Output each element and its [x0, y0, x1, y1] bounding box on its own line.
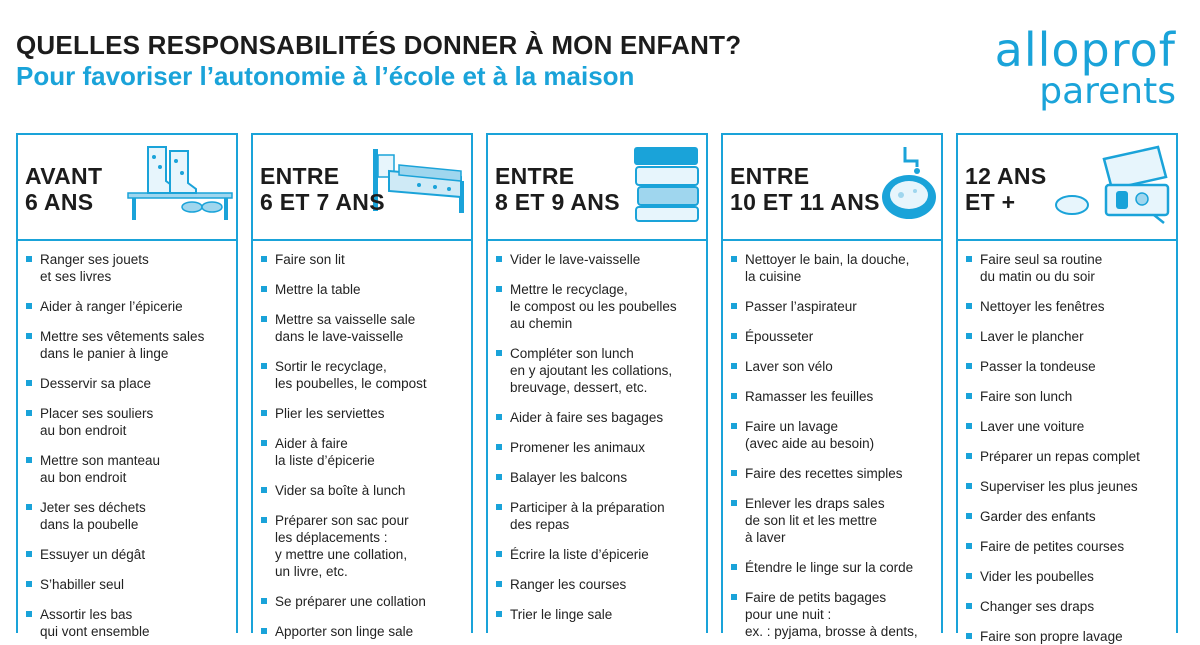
list-item-text: Compléter son lunch en y ajoutant les collations, breuvage, dessert, etc. — [510, 346, 673, 395]
list-item-text: Préparer son sac pour les déplacements : y mettre une collation, un livre, etc. — [275, 513, 409, 579]
list-item-text: Apporter son linge sale — [275, 624, 414, 639]
column-header — [18, 135, 236, 241]
bullet-square-icon — [261, 598, 267, 604]
bullet-square-icon — [261, 487, 267, 493]
list-item-text: Placer ses souliers au bon endroit — [40, 406, 154, 438]
logo-sub: parents — [1039, 71, 1176, 112]
column-8-9 — [486, 133, 708, 633]
list-item-text: Faire son propre lavage — [980, 629, 1123, 644]
bullet-square-icon — [26, 410, 32, 416]
list-item — [966, 628, 1172, 645]
bullet-square-icon — [731, 594, 737, 600]
list-item-text: Mettre la table — [275, 282, 361, 297]
bullet-square-icon — [496, 256, 502, 262]
list-item-text: Étendre le linge sur la corde — [745, 560, 914, 575]
list-item — [496, 499, 702, 533]
bullet-square-icon — [731, 303, 737, 309]
bullet-square-icon — [731, 470, 737, 476]
column-heading-line1: AVANT — [25, 163, 103, 189]
bullet-square-icon — [966, 513, 972, 519]
column-heading-line2: 6 ANS — [25, 189, 94, 215]
list-item — [496, 546, 702, 563]
column-header — [723, 135, 941, 241]
list-item-text: Écrire la liste d’épicerie — [510, 547, 649, 562]
list-item-text: Balayer les balcons — [510, 470, 628, 485]
list-item-text: Faire de petits bagages pour une nuit : ex. : pyjama, brosse à dents, — [745, 590, 918, 639]
list-item-text: Ranger ses jouets et ses livres — [40, 252, 149, 284]
column-heading-line1: ENTRE — [730, 163, 810, 189]
bullet-square-icon — [261, 256, 267, 262]
bullet-square-icon — [966, 256, 972, 262]
list-item-text: Ramasser les feuilles — [745, 389, 874, 404]
bullet-square-icon — [966, 543, 972, 549]
list-item-text: Faire son lunch — [980, 389, 1073, 404]
list-item-text: Sortir le recyclage, les poubelles, le compost — [275, 359, 427, 391]
alloprof-logo — [994, 23, 1176, 112]
list-item-text: Mettre le recyclage, le compost ou les poubelles au chemin — [510, 282, 677, 331]
bullet-square-icon — [966, 633, 972, 639]
column-heading-line1: 12 ANS — [965, 163, 1047, 189]
column-heading-line2: ET + — [965, 189, 1016, 215]
list-item — [731, 465, 937, 482]
bullet-square-icon — [966, 363, 972, 369]
bullet-square-icon — [26, 457, 32, 463]
bullet-square-icon — [26, 551, 32, 557]
list-item — [261, 311, 467, 345]
bullet-square-icon — [261, 363, 267, 369]
columns-container — [16, 133, 1186, 644]
list-item-text: Aider à ranger l’épicerie — [40, 299, 183, 314]
bullet-square-icon — [261, 410, 267, 416]
logo-brand: alloprof — [994, 23, 1176, 77]
list-item — [26, 251, 232, 285]
bullet-square-icon — [261, 286, 267, 292]
list-item — [496, 576, 702, 593]
list-item — [261, 281, 467, 298]
task-list — [723, 241, 941, 640]
page-subtitle: Pour favoriser l’autonomie à l’école et à la maison — [16, 61, 635, 91]
column-heading-line1: ENTRE — [260, 163, 340, 189]
bullet-square-icon — [731, 423, 737, 429]
list-item — [26, 576, 232, 593]
bullet-square-icon — [26, 303, 32, 309]
list-item — [261, 358, 467, 392]
list-item — [26, 298, 232, 315]
column-header — [253, 135, 471, 241]
list-item — [731, 559, 937, 576]
column-heading-line1: ENTRE — [495, 163, 575, 189]
list-item-text: Participer à la préparation des repas — [510, 500, 665, 532]
list-item-text: Passer la tondeuse — [980, 359, 1096, 374]
list-item — [261, 593, 467, 610]
list-item-text: S’habiller seul — [40, 577, 125, 592]
bullet-square-icon — [966, 303, 972, 309]
list-item — [966, 478, 1172, 495]
bullet-square-icon — [496, 611, 502, 617]
list-item — [261, 251, 467, 268]
list-item — [966, 328, 1172, 345]
list-item-text: Vider sa boîte à lunch — [275, 483, 406, 498]
bullet-square-icon — [261, 517, 267, 523]
column-header — [958, 135, 1176, 241]
bullet-square-icon — [731, 256, 737, 262]
list-item — [26, 328, 232, 362]
bullet-square-icon — [731, 393, 737, 399]
list-item — [26, 546, 232, 563]
bullet-square-icon — [26, 333, 32, 339]
list-item — [261, 623, 467, 640]
list-item-text: Préparer un repas complet — [980, 449, 1140, 464]
list-item — [261, 482, 467, 499]
bullet-square-icon — [496, 581, 502, 587]
list-item-text: Se préparer une collation — [275, 594, 426, 609]
bullet-square-icon — [731, 500, 737, 506]
bullet-square-icon — [26, 380, 32, 386]
list-item-text: Aider à faire la liste d’épicerie — [275, 436, 375, 468]
list-item — [731, 251, 937, 285]
header — [16, 30, 741, 92]
list-item — [26, 375, 232, 392]
list-item-text: Passer l’aspirateur — [745, 299, 857, 314]
bullet-square-icon — [966, 603, 972, 609]
list-item — [261, 405, 467, 422]
list-item — [731, 358, 937, 375]
list-item — [966, 598, 1172, 615]
list-item — [496, 469, 702, 486]
list-item — [731, 418, 937, 452]
list-item-text: Enlever les draps sales de son lit et les mettre à laver — [745, 496, 885, 545]
column-header — [488, 135, 706, 241]
list-item-text: Épousseter — [745, 329, 814, 344]
list-item — [26, 405, 232, 439]
list-item-text: Laver le plancher — [980, 329, 1084, 344]
list-item — [731, 328, 937, 345]
list-item-text: Faire son lit — [275, 252, 345, 267]
bullet-square-icon — [496, 350, 502, 356]
list-item — [731, 298, 937, 315]
list-item-text: Faire un lavage (avec aide au besoin) — [745, 419, 875, 451]
list-item-text: Faire de petites courses — [980, 539, 1125, 554]
list-item — [26, 452, 232, 486]
page-title: QUELLES RESPONSABILITÉS DONNER À MON ENFANT? — [16, 30, 742, 60]
list-item — [966, 508, 1172, 525]
list-item-text: Promener les animaux — [510, 440, 646, 455]
bullet-square-icon — [261, 628, 267, 634]
list-item-text: Nettoyer le bain, la douche, la cuisine — [745, 252, 910, 284]
bullet-square-icon — [261, 316, 267, 322]
list-item — [966, 298, 1172, 315]
list-item-text: Essuyer un dégât — [40, 547, 146, 562]
list-item — [26, 606, 232, 640]
column-heading-line2: 10 ET 11 ANS — [730, 189, 880, 215]
list-item-text: Desservir sa place — [40, 376, 152, 391]
list-item-text: Jeter ses déchets dans la poubelle — [40, 500, 146, 532]
bullet-square-icon — [731, 564, 737, 570]
task-list — [958, 241, 1176, 645]
bullet-square-icon — [496, 286, 502, 292]
bullet-square-icon — [496, 474, 502, 480]
bullet-square-icon — [731, 363, 737, 369]
list-item-text: Mettre son manteau au bon endroit — [40, 453, 161, 485]
list-item-text: Changer ses draps — [980, 599, 1095, 614]
column-12-plus — [956, 133, 1178, 644]
list-item — [731, 589, 937, 640]
list-item-text: Faire seul sa routine du matin ou du soir — [980, 252, 1103, 284]
list-item — [966, 538, 1172, 555]
list-item-text: Assortir les bas qui vont ensemble — [40, 607, 150, 639]
list-item — [966, 251, 1172, 285]
list-item-text: Vider le lave-vaisselle — [510, 252, 641, 267]
list-item-text: Mettre sa vaisselle sale dans le lave-vaisselle — [275, 312, 416, 344]
column-heading-line2: 8 ET 9 ANS — [495, 189, 620, 215]
bullet-square-icon — [966, 423, 972, 429]
list-item — [966, 388, 1172, 405]
list-item-text: Nettoyer les fenêtres — [980, 299, 1105, 314]
list-item-text: Aider à faire ses bagages — [510, 410, 664, 425]
column-heading-line2: 6 ET 7 ANS — [260, 189, 385, 215]
list-item-text: Laver son vélo — [745, 359, 833, 374]
task-list — [488, 241, 706, 623]
list-item — [496, 439, 702, 456]
bullet-square-icon — [966, 333, 972, 339]
bullet-square-icon — [26, 611, 32, 617]
list-item — [496, 251, 702, 268]
bullet-square-icon — [496, 551, 502, 557]
list-item — [496, 345, 702, 396]
list-item-text: Faire des recettes simples — [745, 466, 903, 481]
column-6-7 — [251, 133, 473, 639]
list-item — [26, 499, 232, 533]
list-item-text: Vider les poubelles — [980, 569, 1094, 584]
list-item-text: Garder des enfants — [980, 509, 1096, 524]
bullet-square-icon — [966, 453, 972, 459]
list-item-text: Superviser les plus jeunes — [980, 479, 1138, 494]
list-item — [261, 435, 467, 469]
bullet-square-icon — [731, 333, 737, 339]
list-item — [966, 418, 1172, 435]
bullet-square-icon — [496, 504, 502, 510]
task-list — [18, 241, 236, 640]
column-10-11 — [721, 133, 943, 639]
list-item — [496, 409, 702, 426]
bullet-square-icon — [26, 256, 32, 262]
list-item-text: Laver une voiture — [980, 419, 1085, 434]
list-item — [966, 568, 1172, 585]
bullet-square-icon — [496, 444, 502, 450]
list-item-text: Mettre ses vêtements sales dans le panier à linge — [40, 329, 205, 361]
task-list — [253, 241, 471, 640]
bullet-square-icon — [26, 581, 32, 587]
list-item-text: Ranger les courses — [510, 577, 627, 592]
bullet-square-icon — [966, 483, 972, 489]
bullet-square-icon — [26, 504, 32, 510]
list-item — [496, 606, 702, 623]
list-item — [966, 448, 1172, 465]
list-item-text: Trier le linge sale — [510, 607, 613, 622]
column-before-6 — [16, 133, 238, 639]
bullet-square-icon — [261, 440, 267, 446]
bullet-square-icon — [966, 393, 972, 399]
bullet-square-icon — [966, 573, 972, 579]
list-item — [261, 512, 467, 580]
list-item — [496, 281, 702, 332]
list-item — [731, 388, 937, 405]
list-item — [966, 358, 1172, 375]
list-item — [731, 495, 937, 546]
list-item-text: Plier les serviettes — [275, 406, 385, 421]
bullet-square-icon — [496, 414, 502, 420]
